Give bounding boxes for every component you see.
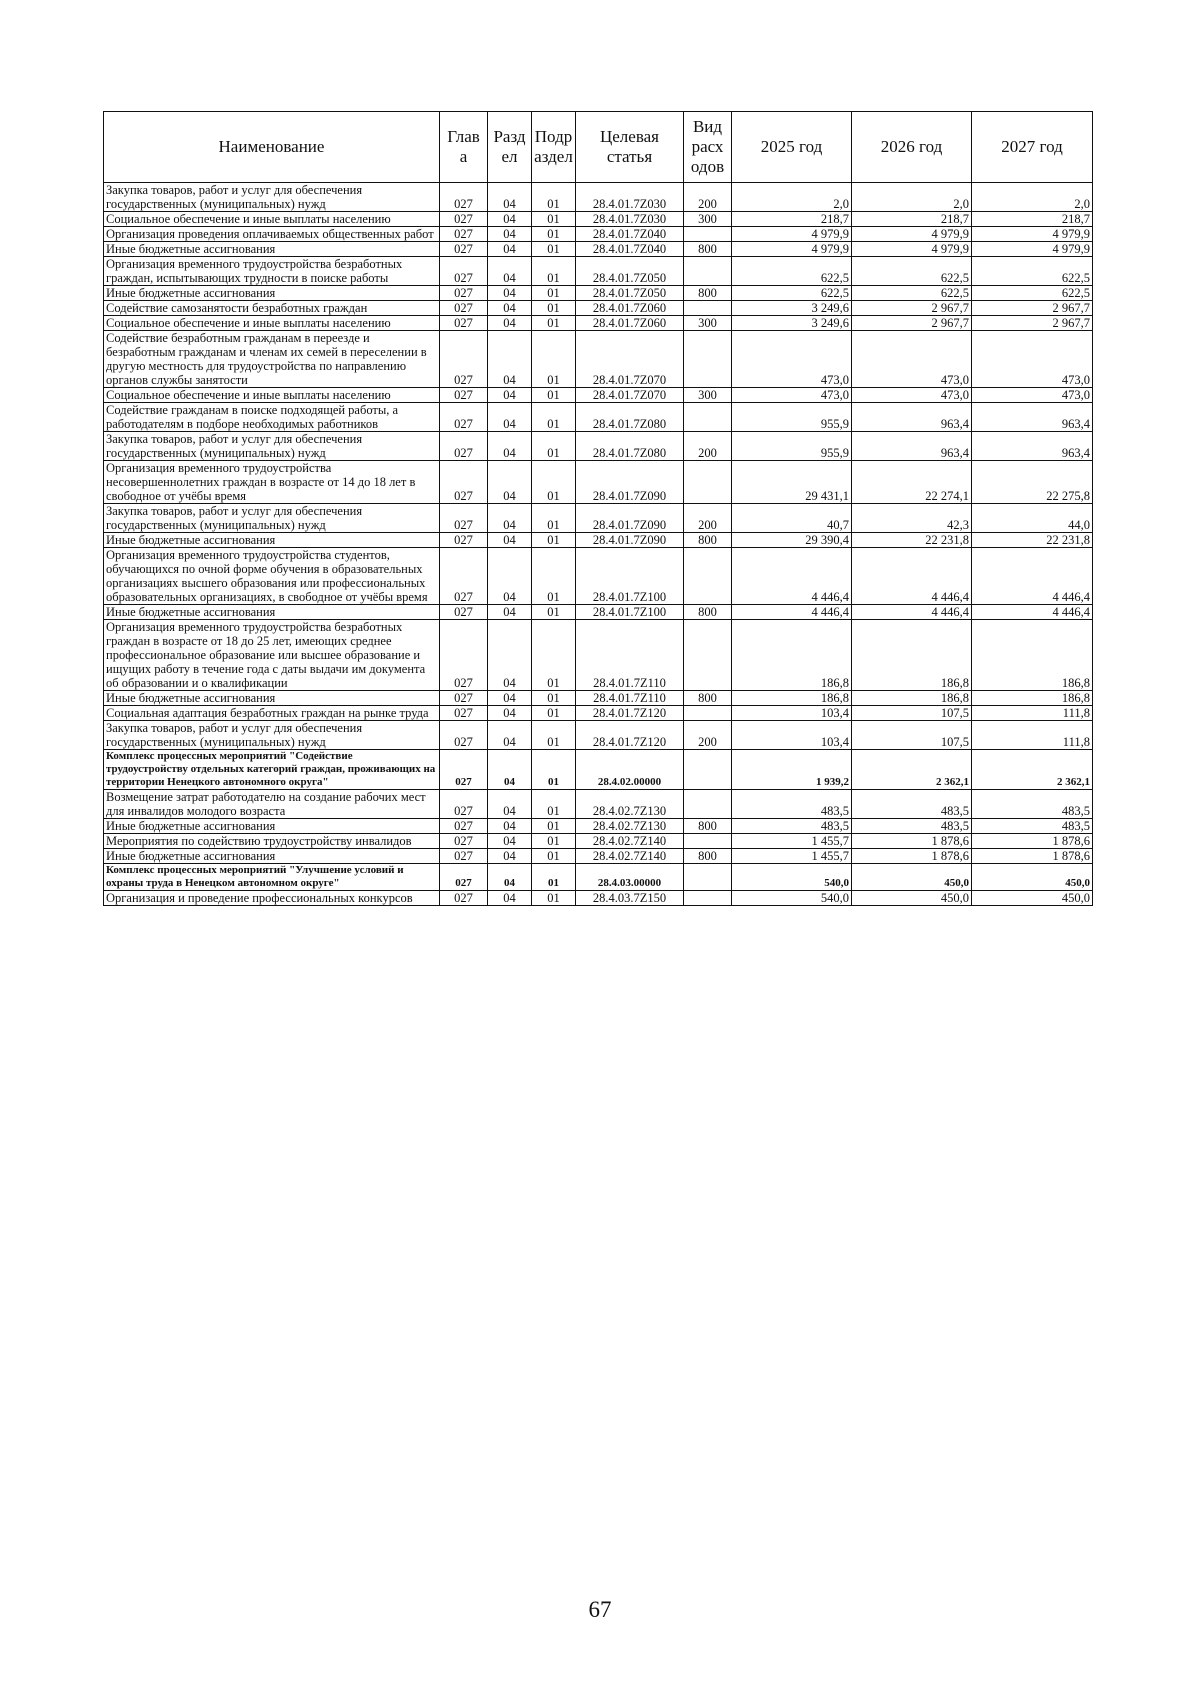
podrazdel-cell: 01 <box>532 242 576 257</box>
expense-type-cell: 800 <box>684 533 732 548</box>
glava-cell: 027 <box>440 790 488 819</box>
row-name-cell: Содействие безработным гражданам в переезде и безработным гражданам и членам их семей в переселении в другую местность для трудоустройства по направлению органов службы занятости <box>104 331 440 388</box>
table-row <box>104 891 1093 906</box>
value-2025-cell: 186,8 <box>732 620 852 691</box>
value-2026-cell: 963,4 <box>852 403 972 432</box>
value-2027-cell: 1 878,6 <box>972 834 1093 849</box>
target-article-cell: 28.4.01.7Z090 <box>576 504 684 533</box>
razdel-cell: 04 <box>488 504 532 533</box>
value-2026-cell: 22 231,8 <box>852 533 972 548</box>
podrazdel-cell: 01 <box>532 316 576 331</box>
value-2025-cell: 540,0 <box>732 891 852 906</box>
table-row <box>104 819 1093 834</box>
target-article-cell: 28.4.01.7Z100 <box>576 605 684 620</box>
expense-type-cell <box>684 834 732 849</box>
value-2025-cell: 29 390,4 <box>732 533 852 548</box>
target-article-cell: 28.4.01.7Z110 <box>576 691 684 706</box>
value-2025-cell: 4 446,4 <box>732 605 852 620</box>
razdel-cell: 04 <box>488 721 532 750</box>
value-2027-cell: 186,8 <box>972 691 1093 706</box>
razdel-cell: 04 <box>488 388 532 403</box>
value-2026-cell: 2 967,7 <box>852 301 972 316</box>
value-2026-cell: 622,5 <box>852 286 972 301</box>
podrazdel-cell: 01 <box>532 706 576 721</box>
target-article-cell: 28.4.01.7Z110 <box>576 620 684 691</box>
value-2027-cell: 22 275,8 <box>972 461 1093 504</box>
row-name-cell: Иные бюджетные ассигнования <box>104 819 440 834</box>
table-row <box>104 432 1093 461</box>
table-row <box>104 461 1093 504</box>
row-name-cell: Содействие гражданам в поиске подходящей работы, а работодателям в подборе необходимых работников <box>104 403 440 432</box>
target-article-cell: 28.4.01.7Z120 <box>576 721 684 750</box>
row-name-cell: Комплекс процессных мероприятий "Улучшение условий и охраны труда в Ненецком автономном округе" <box>104 864 440 891</box>
header-name: Наименование <box>104 112 440 183</box>
value-2026-cell: 2 362,1 <box>852 750 972 790</box>
podrazdel-cell: 01 <box>532 750 576 790</box>
value-2026-cell: 2 967,7 <box>852 316 972 331</box>
expense-type-cell: 800 <box>684 691 732 706</box>
target-article-cell: 28.4.01.7Z070 <box>576 388 684 403</box>
value-2025-cell: 1 939,2 <box>732 750 852 790</box>
value-2026-cell: 450,0 <box>852 864 972 891</box>
value-2025-cell: 2,0 <box>732 183 852 212</box>
row-name-cell: Организация временного трудоустройства студентов, обучающихся по очной форме обучения в образовательных организациях высшего образования или профессиональных образовательных организациях, в свободное от учёбы время <box>104 548 440 605</box>
podrazdel-cell: 01 <box>532 403 576 432</box>
row-name-cell: Иные бюджетные ассигнования <box>104 849 440 864</box>
razdel-cell: 04 <box>488 257 532 286</box>
podrazdel-cell: 01 <box>532 212 576 227</box>
header-podrazdel: Подр аздел <box>532 112 576 183</box>
row-name-cell: Иные бюджетные ассигнования <box>104 286 440 301</box>
value-2027-cell: 483,5 <box>972 819 1093 834</box>
value-2026-cell: 4 446,4 <box>852 548 972 605</box>
header-target-article: Целевая статья <box>576 112 684 183</box>
value-2026-cell: 963,4 <box>852 432 972 461</box>
glava-cell: 027 <box>440 533 488 548</box>
value-2027-cell: 44,0 <box>972 504 1093 533</box>
row-name-cell: Иные бюджетные ассигнования <box>104 605 440 620</box>
target-article-cell: 28.4.01.7Z050 <box>576 286 684 301</box>
value-2027-cell: 22 231,8 <box>972 533 1093 548</box>
razdel-cell: 04 <box>488 242 532 257</box>
target-article-cell: 28.4.01.7Z070 <box>576 331 684 388</box>
glava-cell: 027 <box>440 819 488 834</box>
target-article-cell: 28.4.01.7Z120 <box>576 706 684 721</box>
header-year-2027: 2027 год <box>972 112 1093 183</box>
podrazdel-cell: 01 <box>532 227 576 242</box>
value-2025-cell: 622,5 <box>732 286 852 301</box>
value-2026-cell: 473,0 <box>852 388 972 403</box>
header-razdel: Разд ел <box>488 112 532 183</box>
value-2025-cell: 3 249,6 <box>732 316 852 331</box>
target-article-cell: 28.4.02.7Z130 <box>576 790 684 819</box>
value-2027-cell: 450,0 <box>972 864 1093 891</box>
row-name-cell: Социальное обеспечение и иные выплаты населению <box>104 316 440 331</box>
value-2025-cell: 29 431,1 <box>732 461 852 504</box>
value-2025-cell: 955,9 <box>732 403 852 432</box>
table-row <box>104 864 1093 891</box>
glava-cell: 027 <box>440 750 488 790</box>
glava-cell: 027 <box>440 864 488 891</box>
table-row <box>104 257 1093 286</box>
razdel-cell: 04 <box>488 834 532 849</box>
row-name-cell: Социальное обеспечение и иные выплаты населению <box>104 212 440 227</box>
table-row <box>104 620 1093 691</box>
row-name-cell: Возмещение затрат работодателю на создание рабочих мест для инвалидов молодого возраста <box>104 790 440 819</box>
podrazdel-cell: 01 <box>532 620 576 691</box>
row-name-cell: Иные бюджетные ассигнования <box>104 242 440 257</box>
glava-cell: 027 <box>440 242 488 257</box>
razdel-cell: 04 <box>488 316 532 331</box>
value-2026-cell: 4 446,4 <box>852 605 972 620</box>
row-name-cell: Организация временного трудоустройства несовершеннолетних граждан в возрасте от 14 до 18 лет в свободное от учёбы время <box>104 461 440 504</box>
podrazdel-cell: 01 <box>532 183 576 212</box>
expense-type-cell <box>684 461 732 504</box>
expense-type-cell <box>684 750 732 790</box>
value-2027-cell: 450,0 <box>972 891 1093 906</box>
value-2025-cell: 483,5 <box>732 790 852 819</box>
value-2025-cell: 103,4 <box>732 706 852 721</box>
value-2026-cell: 107,5 <box>852 706 972 721</box>
razdel-cell: 04 <box>488 212 532 227</box>
value-2027-cell: 622,5 <box>972 286 1093 301</box>
row-name-cell: Социальная адаптация безработных граждан на рынке труда <box>104 706 440 721</box>
value-2026-cell: 473,0 <box>852 331 972 388</box>
table-row <box>104 183 1093 212</box>
value-2027-cell: 4 446,4 <box>972 605 1093 620</box>
expense-type-cell <box>684 403 732 432</box>
expense-type-cell <box>684 864 732 891</box>
table-row <box>104 790 1093 819</box>
podrazdel-cell: 01 <box>532 432 576 461</box>
razdel-cell: 04 <box>488 286 532 301</box>
row-name-cell: Организация временного трудоустройства безработных граждан в возрасте от 18 до 25 лет, имеющих среднее профессиональное образование или высшее образование и ищущих работу в течение года с даты выдачи им документа об образовании и о квалификации <box>104 620 440 691</box>
target-article-cell: 28.4.01.7Z080 <box>576 403 684 432</box>
table-row <box>104 750 1093 790</box>
expense-type-cell <box>684 257 732 286</box>
value-2025-cell: 1 455,7 <box>732 849 852 864</box>
value-2025-cell: 4 979,9 <box>732 242 852 257</box>
target-article-cell: 28.4.01.7Z030 <box>576 183 684 212</box>
value-2027-cell: 4 979,9 <box>972 242 1093 257</box>
value-2027-cell: 1 878,6 <box>972 849 1093 864</box>
target-article-cell: 28.4.01.7Z040 <box>576 242 684 257</box>
razdel-cell: 04 <box>488 227 532 242</box>
value-2026-cell: 2,0 <box>852 183 972 212</box>
value-2027-cell: 186,8 <box>972 620 1093 691</box>
glava-cell: 027 <box>440 403 488 432</box>
expense-type-cell: 800 <box>684 242 732 257</box>
podrazdel-cell: 01 <box>532 849 576 864</box>
value-2025-cell: 103,4 <box>732 721 852 750</box>
glava-cell: 027 <box>440 227 488 242</box>
value-2025-cell: 473,0 <box>732 331 852 388</box>
glava-cell: 027 <box>440 548 488 605</box>
expense-type-cell: 300 <box>684 212 732 227</box>
table-row <box>104 504 1093 533</box>
glava-cell: 027 <box>440 316 488 331</box>
target-article-cell: 28.4.03.7Z150 <box>576 891 684 906</box>
glava-cell: 027 <box>440 849 488 864</box>
value-2027-cell: 963,4 <box>972 432 1093 461</box>
value-2025-cell: 186,8 <box>732 691 852 706</box>
value-2027-cell: 2 967,7 <box>972 316 1093 331</box>
expense-type-cell: 200 <box>684 183 732 212</box>
table-row <box>104 849 1093 864</box>
glava-cell: 027 <box>440 891 488 906</box>
razdel-cell: 04 <box>488 403 532 432</box>
value-2026-cell: 622,5 <box>852 257 972 286</box>
target-article-cell: 28.4.02.7Z140 <box>576 834 684 849</box>
table-row <box>104 212 1093 227</box>
razdel-cell: 04 <box>488 891 532 906</box>
table-row <box>104 388 1093 403</box>
header-year-2026: 2026 год <box>852 112 972 183</box>
glava-cell: 027 <box>440 257 488 286</box>
glava-cell: 027 <box>440 620 488 691</box>
value-2027-cell: 483,5 <box>972 790 1093 819</box>
value-2027-cell: 218,7 <box>972 212 1093 227</box>
table-row <box>104 316 1093 331</box>
row-name-cell: Мероприятия по содействию трудоустройству инвалидов <box>104 834 440 849</box>
row-name-cell: Закупка товаров, работ и услуг для обеспечения государственных (муниципальных) нужд <box>104 721 440 750</box>
glava-cell: 027 <box>440 432 488 461</box>
expense-type-cell <box>684 301 732 316</box>
value-2027-cell: 2 362,1 <box>972 750 1093 790</box>
podrazdel-cell: 01 <box>532 864 576 891</box>
razdel-cell: 04 <box>488 331 532 388</box>
expense-type-cell: 200 <box>684 432 732 461</box>
value-2027-cell: 2 967,7 <box>972 301 1093 316</box>
value-2025-cell: 955,9 <box>732 432 852 461</box>
razdel-cell: 04 <box>488 750 532 790</box>
expense-type-cell <box>684 331 732 388</box>
expense-type-cell <box>684 620 732 691</box>
table-row <box>104 834 1093 849</box>
podrazdel-cell: 01 <box>532 331 576 388</box>
table-row <box>104 691 1093 706</box>
expense-type-cell: 800 <box>684 819 732 834</box>
row-name-cell: Закупка товаров, работ и услуг для обеспечения государственных (муниципальных) нужд <box>104 183 440 212</box>
expense-type-cell: 200 <box>684 721 732 750</box>
razdel-cell: 04 <box>488 533 532 548</box>
value-2026-cell: 107,5 <box>852 721 972 750</box>
value-2026-cell: 22 274,1 <box>852 461 972 504</box>
row-name-cell: Закупка товаров, работ и услуг для обеспечения государственных (муниципальных) нужд <box>104 504 440 533</box>
glava-cell: 027 <box>440 301 488 316</box>
value-2026-cell: 186,8 <box>852 620 972 691</box>
razdel-cell: 04 <box>488 849 532 864</box>
razdel-cell: 04 <box>488 183 532 212</box>
value-2027-cell: 4 446,4 <box>972 548 1093 605</box>
table-row <box>104 242 1093 257</box>
target-article-cell: 28.4.01.7Z090 <box>576 461 684 504</box>
budget-table <box>103 111 1093 906</box>
glava-cell: 027 <box>440 605 488 620</box>
table-row <box>104 301 1093 316</box>
row-name-cell: Организация проведения оплачиваемых общественных работ <box>104 227 440 242</box>
expense-type-cell <box>684 227 732 242</box>
value-2025-cell: 483,5 <box>732 819 852 834</box>
value-2026-cell: 4 979,9 <box>852 227 972 242</box>
razdel-cell: 04 <box>488 461 532 504</box>
razdel-cell: 04 <box>488 706 532 721</box>
glava-cell: 027 <box>440 721 488 750</box>
table-body <box>104 183 1093 906</box>
value-2025-cell: 3 249,6 <box>732 301 852 316</box>
target-article-cell: 28.4.01.7Z080 <box>576 432 684 461</box>
table-row <box>104 706 1093 721</box>
value-2027-cell: 473,0 <box>972 388 1093 403</box>
row-name-cell: Комплекс процессных мероприятий "Содействие трудоустройству отдельных категорий граждан, проживающих на территории Ненецкого автономного округа" <box>104 750 440 790</box>
glava-cell: 027 <box>440 691 488 706</box>
podrazdel-cell: 01 <box>532 605 576 620</box>
table-row <box>104 605 1093 620</box>
page-number: 67 <box>588 1597 612 1622</box>
value-2027-cell: 622,5 <box>972 257 1093 286</box>
glava-cell: 027 <box>440 183 488 212</box>
table-row <box>104 227 1093 242</box>
value-2027-cell: 111,8 <box>972 721 1093 750</box>
value-2027-cell: 963,4 <box>972 403 1093 432</box>
table-header-row <box>104 112 1093 183</box>
value-2025-cell: 4 979,9 <box>732 227 852 242</box>
expense-type-cell: 300 <box>684 388 732 403</box>
value-2025-cell: 40,7 <box>732 504 852 533</box>
glava-cell: 027 <box>440 461 488 504</box>
table-row <box>104 533 1093 548</box>
glava-cell: 027 <box>440 331 488 388</box>
target-article-cell: 28.4.01.7Z040 <box>576 227 684 242</box>
razdel-cell: 04 <box>488 691 532 706</box>
value-2025-cell: 1 455,7 <box>732 834 852 849</box>
table-row <box>104 331 1093 388</box>
expense-type-cell <box>684 706 732 721</box>
podrazdel-cell: 01 <box>532 891 576 906</box>
row-name-cell: Содействие самозанятости безработных граждан <box>104 301 440 316</box>
target-article-cell: 28.4.02.7Z130 <box>576 819 684 834</box>
value-2026-cell: 4 979,9 <box>852 242 972 257</box>
razdel-cell: 04 <box>488 620 532 691</box>
header-glava: Глав а <box>440 112 488 183</box>
podrazdel-cell: 01 <box>532 790 576 819</box>
podrazdel-cell: 01 <box>532 504 576 533</box>
glava-cell: 027 <box>440 706 488 721</box>
header-expense-type: Вид расх одов <box>684 112 732 183</box>
row-name-cell: Социальное обеспечение и иные выплаты населению <box>104 388 440 403</box>
podrazdel-cell: 01 <box>532 461 576 504</box>
target-article-cell: 28.4.02.7Z140 <box>576 849 684 864</box>
value-2025-cell: 4 446,4 <box>732 548 852 605</box>
table-row <box>104 548 1093 605</box>
expense-type-cell <box>684 891 732 906</box>
podrazdel-cell: 01 <box>532 834 576 849</box>
table-row <box>104 721 1093 750</box>
value-2026-cell: 42,3 <box>852 504 972 533</box>
razdel-cell: 04 <box>488 864 532 891</box>
target-article-cell: 28.4.01.7Z100 <box>576 548 684 605</box>
row-name-cell: Иные бюджетные ассигнования <box>104 691 440 706</box>
value-2026-cell: 450,0 <box>852 891 972 906</box>
podrazdel-cell: 01 <box>532 819 576 834</box>
razdel-cell: 04 <box>488 432 532 461</box>
expense-type-cell: 300 <box>684 316 732 331</box>
glava-cell: 027 <box>440 212 488 227</box>
table-row <box>104 286 1093 301</box>
value-2027-cell: 473,0 <box>972 331 1093 388</box>
podrazdel-cell: 01 <box>532 301 576 316</box>
expense-type-cell: 800 <box>684 849 732 864</box>
value-2025-cell: 473,0 <box>732 388 852 403</box>
razdel-cell: 04 <box>488 605 532 620</box>
value-2026-cell: 218,7 <box>852 212 972 227</box>
target-article-cell: 28.4.01.7Z090 <box>576 533 684 548</box>
value-2026-cell: 1 878,6 <box>852 834 972 849</box>
expense-type-cell: 200 <box>684 504 732 533</box>
glava-cell: 027 <box>440 388 488 403</box>
expense-type-cell <box>684 548 732 605</box>
row-name-cell: Иные бюджетные ассигнования <box>104 533 440 548</box>
glava-cell: 027 <box>440 286 488 301</box>
glava-cell: 027 <box>440 834 488 849</box>
target-article-cell: 28.4.02.00000 <box>576 750 684 790</box>
value-2026-cell: 186,8 <box>852 691 972 706</box>
value-2026-cell: 1 878,6 <box>852 849 972 864</box>
header-year-2025: 2025 год <box>732 112 852 183</box>
value-2025-cell: 622,5 <box>732 257 852 286</box>
value-2027-cell: 111,8 <box>972 706 1093 721</box>
razdel-cell: 04 <box>488 819 532 834</box>
target-article-cell: 28.4.03.00000 <box>576 864 684 891</box>
razdel-cell: 04 <box>488 790 532 819</box>
row-name-cell: Закупка товаров, работ и услуг для обеспечения государственных (муниципальных) нужд <box>104 432 440 461</box>
razdel-cell: 04 <box>488 548 532 605</box>
razdel-cell: 04 <box>488 301 532 316</box>
value-2026-cell: 483,5 <box>852 819 972 834</box>
podrazdel-cell: 01 <box>532 691 576 706</box>
table-row <box>104 403 1093 432</box>
value-2027-cell: 4 979,9 <box>972 227 1093 242</box>
podrazdel-cell: 01 <box>532 533 576 548</box>
value-2025-cell: 218,7 <box>732 212 852 227</box>
expense-type-cell: 800 <box>684 286 732 301</box>
target-article-cell: 28.4.01.7Z050 <box>576 257 684 286</box>
podrazdel-cell: 01 <box>532 548 576 605</box>
row-name-cell: Организация и проведение профессиональных конкурсов <box>104 891 440 906</box>
target-article-cell: 28.4.01.7Z060 <box>576 316 684 331</box>
value-2025-cell: 540,0 <box>732 864 852 891</box>
podrazdel-cell: 01 <box>532 257 576 286</box>
expense-type-cell <box>684 790 732 819</box>
glava-cell: 027 <box>440 504 488 533</box>
podrazdel-cell: 01 <box>532 388 576 403</box>
podrazdel-cell: 01 <box>532 721 576 750</box>
value-2026-cell: 483,5 <box>852 790 972 819</box>
target-article-cell: 28.4.01.7Z030 <box>576 212 684 227</box>
row-name-cell: Организация временного трудоустройства безработных граждан, испытывающих трудности в поиске работы <box>104 257 440 286</box>
value-2027-cell: 2,0 <box>972 183 1093 212</box>
podrazdel-cell: 01 <box>532 286 576 301</box>
target-article-cell: 28.4.01.7Z060 <box>576 301 684 316</box>
expense-type-cell: 800 <box>684 605 732 620</box>
